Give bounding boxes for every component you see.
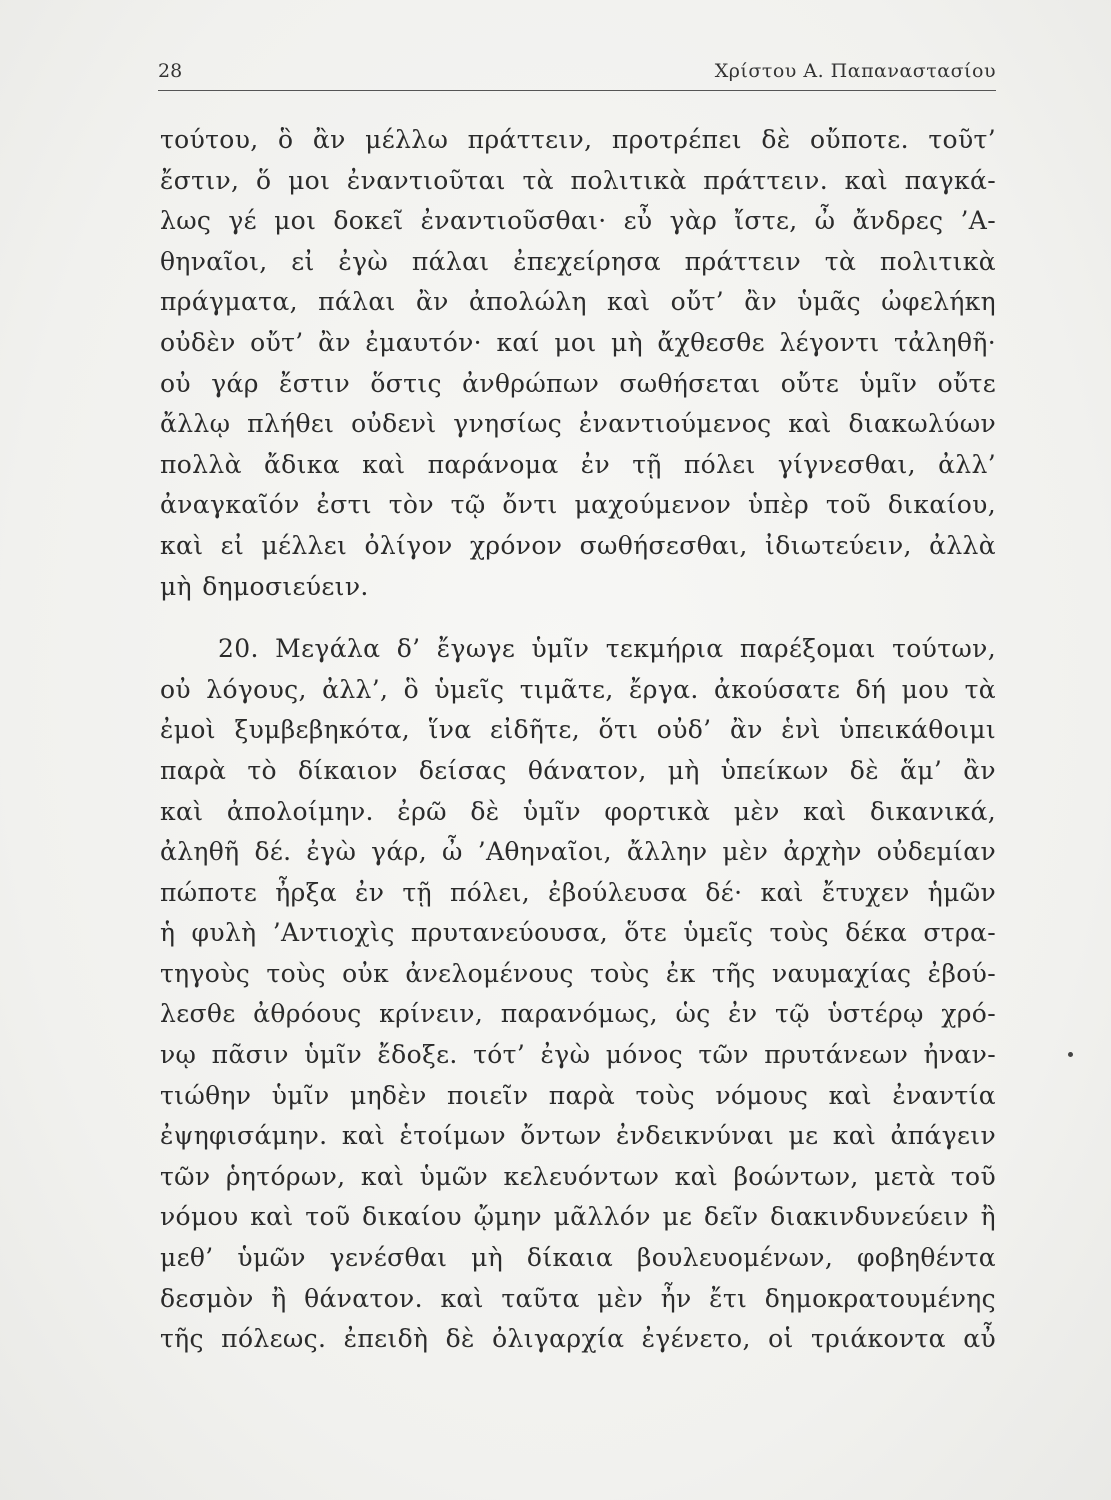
text-line: πώποτε ἦρξα ἐν τῇ πόλει, ἐβούλευσα δέ· καὶ ἔτυχεν ἡμῶν: [160, 877, 996, 907]
text-line: ἔστιν, ὅ μοι ἐναντιοῦται τὰ πολιτικὰ πράττειν. καὶ παγκά-: [160, 165, 996, 195]
page-number: 28: [158, 60, 183, 82]
paragraph-1: [160, 120, 996, 607]
margin-mark-icon: [1068, 1052, 1073, 1057]
text-line: πράγματα, πάλαι ἂν ἀπολώλη καὶ οὔτ’ ἂν ὑμᾶς ὠφελήκη: [160, 287, 996, 317]
text-line: λεσθε ἀθρόους κρίνειν, παρανόμως, ὡς ἐν τῷ ὑστέρῳ χρό-: [160, 999, 996, 1029]
text-line: καὶ εἰ μέλλει ὀλίγον χρόνον σωθήσεσθαι, ἰδιωτεύειν, ἀλλὰ: [160, 530, 996, 560]
text-line: παρὰ τὸ δίκαιον δείσας θάνατον, μὴ ὑπείκων δὲ ἅμ’ ἂν: [160, 755, 996, 785]
paragraph-2: [160, 629, 996, 1360]
paragraph-spacer: [160, 607, 996, 629]
text-line: ἡ φυλὴ ’Αντιοχὶς πρυτανεύουσα, ὅτε ὑμεῖς τοὺς δέκα στρα-: [160, 918, 996, 948]
text-line: τιώθην ὑμῖν μηδὲν ποιεῖν παρὰ τοὺς νόμους καὶ ἐναντία: [160, 1080, 996, 1110]
text-line: δεσμὸν ἢ θάνατον. καὶ ταῦτα μὲν ἦν ἔτι δημοκρατουμένης: [160, 1283, 996, 1313]
text-line: 20. Μεγάλα δ’ ἔγωγε ὑμῖν τεκμήρια παρέξομαι τούτων,: [218, 634, 996, 664]
text-line: μεθ’ ὑμῶν γενέσθαι μὴ δίκαια βουλευομένων, φοβηθέντα: [160, 1243, 996, 1273]
text-line: μὴ δημοσιεύειν.: [160, 571, 369, 601]
text-line: ἐψηφισάμην. καὶ ἑτοίμων ὄντων ἐνδεικνύναι με καὶ ἀπάγειν: [160, 1121, 996, 1151]
text-line: λως γέ μοι δοκεῖ ἐναντιοῦσθαι· εὖ γὰρ ἴστε, ὦ ἄνδρες ’Α-: [160, 206, 996, 236]
text-line: τῆς πόλεως. ἐπειδὴ δὲ ὀλιγαρχία ἐγένετο, οἱ τριάκοντα αὖ: [160, 1324, 996, 1354]
running-head: Χρίστου Α. Παπαναστασίου: [714, 60, 996, 82]
text-line: οὐ γάρ ἔστιν ὅστις ἀνθρώπων σωθήσεται οὔτε ὑμῖν οὔτε: [160, 368, 996, 398]
body-text: [160, 120, 996, 1360]
text-line: οὐ λόγους, ἀλλ’, ὃ ὑμεῖς τιμᾶτε, ἔργα. ἀκούσατε δή μου τὰ: [160, 674, 996, 704]
text-line: τηγοὺς τοὺς οὐκ ἀνελομένους τοὺς ἐκ τῆς ναυμαχίας ἐβού-: [160, 958, 996, 988]
text-line: πολλὰ ἄδικα καὶ παράνομα ἐν τῇ πόλει γίγνεσθαι, ἀλλ’: [160, 449, 996, 479]
text-line: τῶν ῥητόρων, καὶ ὑμῶν κελευόντων καὶ βοώντων, μετὰ τοῦ: [160, 1161, 996, 1191]
text-line: ἀληθῆ δέ. ἐγὼ γάρ, ὦ ’Αθηναῖοι, ἄλλην μὲν ἀρχὴν οὐδεμίαν: [160, 837, 996, 867]
text-line: τούτου, ὃ ἂν μέλλω πράττειν, προτρέπει δὲ οὔποτε. τοῦτ’: [160, 125, 996, 154]
text-line: ἄλλῳ πλήθει οὐδενὶ γνησίως ἐναντιούμενος καὶ διακωλύων: [160, 409, 996, 439]
text-line: θηναῖοι, εἰ ἐγὼ πάλαι ἐπεχείρησα πράττειν τὰ πολιτικὰ: [160, 246, 996, 276]
text-line: οὐδὲν οὔτ’ ἂν ἐμαυτόν· καί μοι μὴ ἄχθεσθε λέγοντι τἀληθῆ·: [160, 327, 996, 357]
page-header: [158, 54, 996, 91]
text-line: νόμου καὶ τοῦ δικαίου ᾤμην μᾶλλόν με δεῖν διακινδυνεύειν ἢ: [160, 1202, 996, 1232]
text-line: καὶ ἀπολοίμην. ἐρῶ δὲ ὑμῖν φορτικὰ μὲν καὶ δικανικά,: [160, 796, 996, 826]
text-line: νῳ πᾶσιν ὑμῖν ἔδοξε. τότ’ ἐγὼ μόνος τῶν πρυτάνεων ἠναν-: [160, 1040, 996, 1070]
text-line: ἐμοὶ ξυμβεβηκότα, ἵνα εἰδῆτε, ὅτι οὐδ’ ἂν ἑνὶ ὑπεικάθοιμι: [160, 715, 996, 745]
text-line: ἀναγκαῖόν ἐστι τὸν τῷ ὄντι μαχούμενον ὑπὲρ τοῦ δικαίου,: [160, 490, 996, 520]
